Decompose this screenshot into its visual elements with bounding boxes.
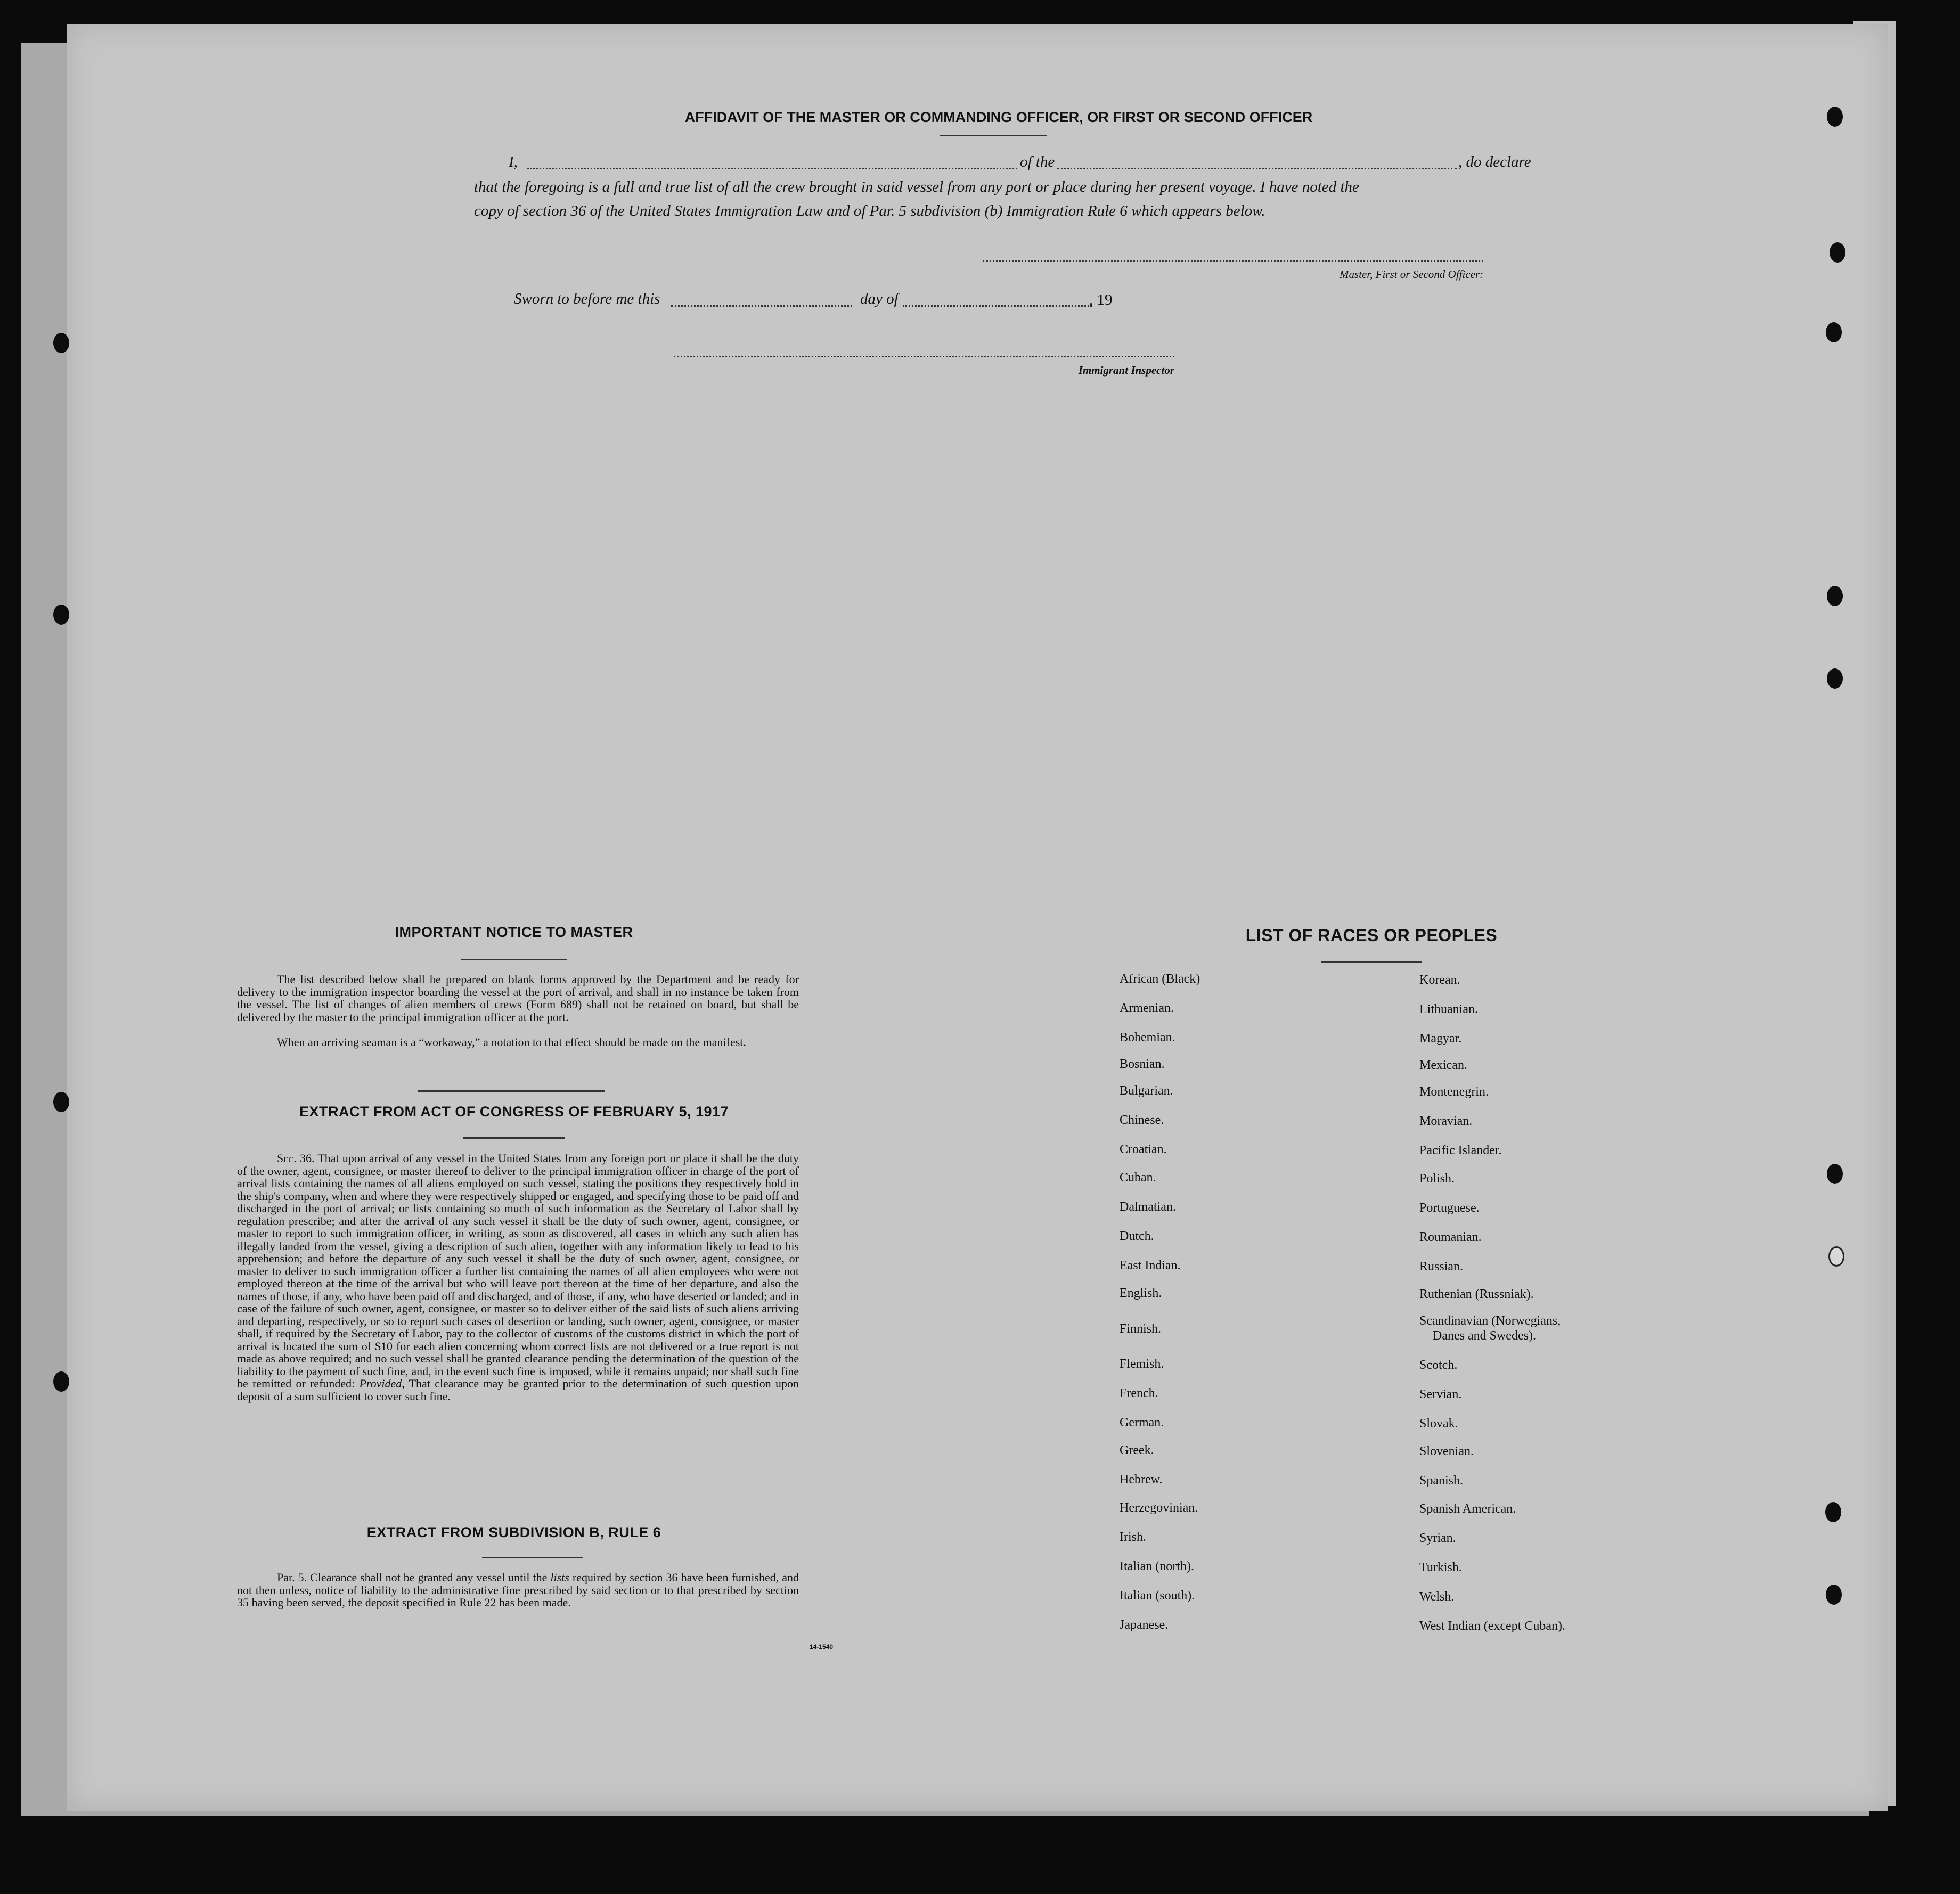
- notice-title-rule: [461, 959, 567, 960]
- binding-hole-icon: [53, 333, 69, 353]
- race-item: German.: [1120, 1416, 1164, 1430]
- race-item: Slovak.: [1419, 1417, 1458, 1431]
- race-item: Italian (north).: [1120, 1560, 1194, 1573]
- race-item: Korean.: [1419, 973, 1460, 987]
- race-item: Servian.: [1419, 1387, 1462, 1401]
- affidavit-line-2: that the foregoing is a full and true list of all the crew brought in said vessel from any port or place during her present voyage. I have noted the: [474, 178, 1359, 195]
- officer-signature-field[interactable]: [983, 260, 1483, 262]
- race-item: Syrian.: [1419, 1531, 1456, 1545]
- race-item: Russian.: [1419, 1260, 1464, 1273]
- race-item: Dutch.: [1120, 1229, 1154, 1243]
- race-item: Ruthenian (Russniak).: [1419, 1287, 1534, 1301]
- race-item: Cuban.: [1120, 1171, 1156, 1185]
- race-item: Bosnian.: [1120, 1057, 1165, 1071]
- notice-title: IMPORTANT NOTICE TO MASTER: [395, 924, 633, 940]
- race-item: Danes and Swedes).: [1433, 1329, 1536, 1343]
- section-text: That upon arrival of any vessel in the United States from any foreign port or place it shall be the duty of the owner, agent, consignee, or master thereof to deliver to the principal immigration officer in charge of the port of arrival lists containing the names of all aliens employed on such vessel, stating the positions they respectively hold in the ship's company, when and where they were respectively shipped or engaged, and specifying those to be paid off and discharged in the port of arrival; or lists containing so much of such information as the Secretary of Labor shall by regulation prescribe; and after the arrival of any such vessel it shall be the duty of such owner, agent, consignee, or master to report to such immigration officer, in writing, as soon as discovered, all cases in which any such alien has illegally landed from the vessel, giving a description of such alien, together with any information likely to lead to his apprehension; and before the departure of any such vessel it shall be the duty of such owner, agent, consignee, or master to deliver to such immigration officer a further list containing the names of all alien employees who were not employed thereon at the time of the arrival but who will leave port thereon at the time of her departure, and also the names of those, if any, who have been paid off and discharged, and of those, if any, who have deserted or landed; and in case of the failure of such owner, agent, consignee, or master so to deliver either of the said lists of such aliens arriving and departing, respectively, or so to report such cases of desertion or landing, such owner, agent, consignee, or master shall, if required by the Secretary of Labor, pay to the collector of customs of the customs district in which the port of arrival is located the sum of $10 for each alien concerning whom correct lists are not delivered or a true report is not made as above required; and no such vessel shall be granted clearance pending the determination of the question of the liability to the payment of such fine, and, in the event such fine is imposed, while it remains unpaid; nor shall such fine be remitted or refunded:: [237, 1152, 799, 1390]
- extract-act-text: [237, 1152, 799, 1402]
- punch-hole-icon: [1827, 107, 1843, 127]
- extract-act-rule: [463, 1137, 565, 1139]
- race-item: Portuguese.: [1419, 1201, 1480, 1215]
- punch-hole-icon: [1830, 242, 1845, 263]
- race-item: Mexican.: [1419, 1058, 1467, 1072]
- sworn-year-label: , 19: [1089, 291, 1113, 308]
- rule-text-a: Par. 5. Clearance shall not be granted any vessel until the: [277, 1571, 548, 1584]
- inspector-signature-field[interactable]: [674, 356, 1174, 357]
- race-item: Flemish.: [1120, 1357, 1164, 1371]
- notice-paragraph-1: [237, 973, 799, 1023]
- form-page: [67, 24, 1888, 1811]
- race-item: Magyar.: [1419, 1032, 1462, 1046]
- race-item: Welsh.: [1419, 1590, 1455, 1604]
- sworn-day-field[interactable]: [671, 305, 852, 307]
- punch-hole-icon: [1825, 1502, 1841, 1522]
- race-item: Chinese.: [1120, 1113, 1164, 1127]
- punch-hole-icon: [1826, 322, 1842, 342]
- punch-hole-icon: [1828, 1246, 1844, 1267]
- inspector-label: Immigrant Inspector: [1078, 364, 1174, 377]
- race-item: African (Black): [1120, 972, 1200, 986]
- provided-word: Provided,: [359, 1377, 405, 1390]
- vessel-name-field[interactable]: [1057, 168, 1457, 169]
- race-item: English.: [1120, 1286, 1162, 1300]
- punch-hole-icon: [1827, 668, 1843, 689]
- sworn-month-field[interactable]: [903, 305, 1092, 307]
- rule-text-b: required by section 36 have been furnished, and not then unless, notice of liability to the administrative fine prescribed by said section or to that prescribed by section 35 having been served, the deposit specified in Rule 22 has been made.: [237, 1571, 799, 1609]
- race-item: Italian (south).: [1120, 1589, 1195, 1603]
- race-item: Montenegrin.: [1419, 1085, 1489, 1099]
- race-item: Moravian.: [1419, 1114, 1473, 1128]
- race-item: Spanish.: [1419, 1474, 1464, 1488]
- sworn-day-of-label: day of: [860, 290, 899, 307]
- notice-paragraph-2: [237, 1036, 799, 1049]
- binding-hole-icon: [53, 605, 69, 625]
- notice-para1-text: The list described below shall be prepared on blank forms approved by the Department and be ready for delivery to the immigration inspector boarding the vessel at the port of arrival, and shall in no instance be taken from the vessel. The list of changes of alien members of crews (Form 689) shall not be retained on board, but shall be delivered by the master to the principal immigration officer at the port.: [237, 973, 799, 1024]
- race-item: Scotch.: [1419, 1358, 1458, 1372]
- master-name-field[interactable]: [527, 168, 1017, 169]
- binding-hole-icon: [53, 1092, 69, 1112]
- extract-rule-rule: [482, 1557, 583, 1558]
- race-item: Herzegovinian.: [1120, 1501, 1198, 1515]
- race-item: Armenian.: [1120, 1001, 1174, 1015]
- race-item: Pacific Islander.: [1419, 1144, 1502, 1157]
- race-item: Scandinavian (Norwegians,: [1419, 1314, 1561, 1328]
- race-item: East Indian.: [1120, 1259, 1181, 1272]
- form-code: 14-1540: [810, 1643, 834, 1651]
- race-item: Lithuanian.: [1419, 1002, 1478, 1016]
- binding-hole-icon: [53, 1371, 69, 1392]
- affidavit-i-label: I,: [509, 153, 518, 170]
- race-item: French.: [1120, 1386, 1158, 1400]
- race-item: Spanish American.: [1419, 1502, 1516, 1516]
- race-item: Irish.: [1120, 1530, 1146, 1544]
- race-item: Dalmatian.: [1120, 1200, 1176, 1214]
- extract-rule-text: [237, 1571, 799, 1609]
- extract-act-title: EXTRACT FROM ACT OF CONGRESS OF FEBRUARY 5, 1917: [299, 1104, 729, 1120]
- races-title-rule: [1321, 961, 1422, 963]
- punch-hole-icon: [1827, 1164, 1843, 1184]
- affidavit-of-the-label: of the: [1020, 153, 1055, 170]
- affidavit-title: AFFIDAVIT OF THE MASTER OR COMMANDING OFFICER, OR FIRST OR SECOND OFFICER: [684, 109, 1313, 125]
- race-item: Roumanian.: [1419, 1230, 1482, 1244]
- affidavit-line-3: copy of section 36 of the United States Immigration Law and of Par. 5 subdivision (b) Immigration Rule 6 which appears below.: [474, 202, 1265, 219]
- officer-signature-label: Master, First or Second Officer:: [1339, 268, 1483, 281]
- races-title: LIST OF RACES OR PEOPLES: [1245, 926, 1498, 945]
- race-item: Hebrew.: [1120, 1473, 1163, 1487]
- race-item: Slovenian.: [1419, 1444, 1474, 1458]
- extract-rule-title: EXTRACT FROM SUBDIVISION B, RULE 6: [366, 1524, 662, 1540]
- notice-para2-text: When an arriving seaman is a “workaway,” a notation to that effect should be made on the manifest.: [277, 1035, 746, 1049]
- race-item: Turkish.: [1419, 1561, 1462, 1574]
- race-item: Greek.: [1120, 1443, 1154, 1457]
- affidavit-declare-label: , do declare: [1458, 153, 1531, 170]
- race-item: West Indian (except Cuban).: [1419, 1619, 1565, 1633]
- race-item: Bulgarian.: [1120, 1084, 1173, 1098]
- race-item: Croatian.: [1120, 1142, 1167, 1156]
- notice-divider: [418, 1090, 605, 1092]
- race-item: Japanese.: [1120, 1618, 1169, 1632]
- section-text-end: That clearance may be granted prior to the determination of such question upon deposit of a sum sufficient to cover such fine.: [237, 1377, 799, 1403]
- section-label: Sec. 36.: [277, 1152, 315, 1165]
- affidavit-title-rule: [940, 135, 1047, 136]
- race-item: Polish.: [1419, 1172, 1455, 1186]
- sworn-prefix: Sworn to before me this: [514, 290, 660, 307]
- race-item: Bohemian.: [1120, 1031, 1175, 1044]
- rule-lists-word: lists: [550, 1571, 569, 1584]
- punch-hole-icon: [1827, 586, 1843, 606]
- punch-hole-icon: [1826, 1585, 1842, 1605]
- race-item: Finnish.: [1120, 1322, 1162, 1336]
